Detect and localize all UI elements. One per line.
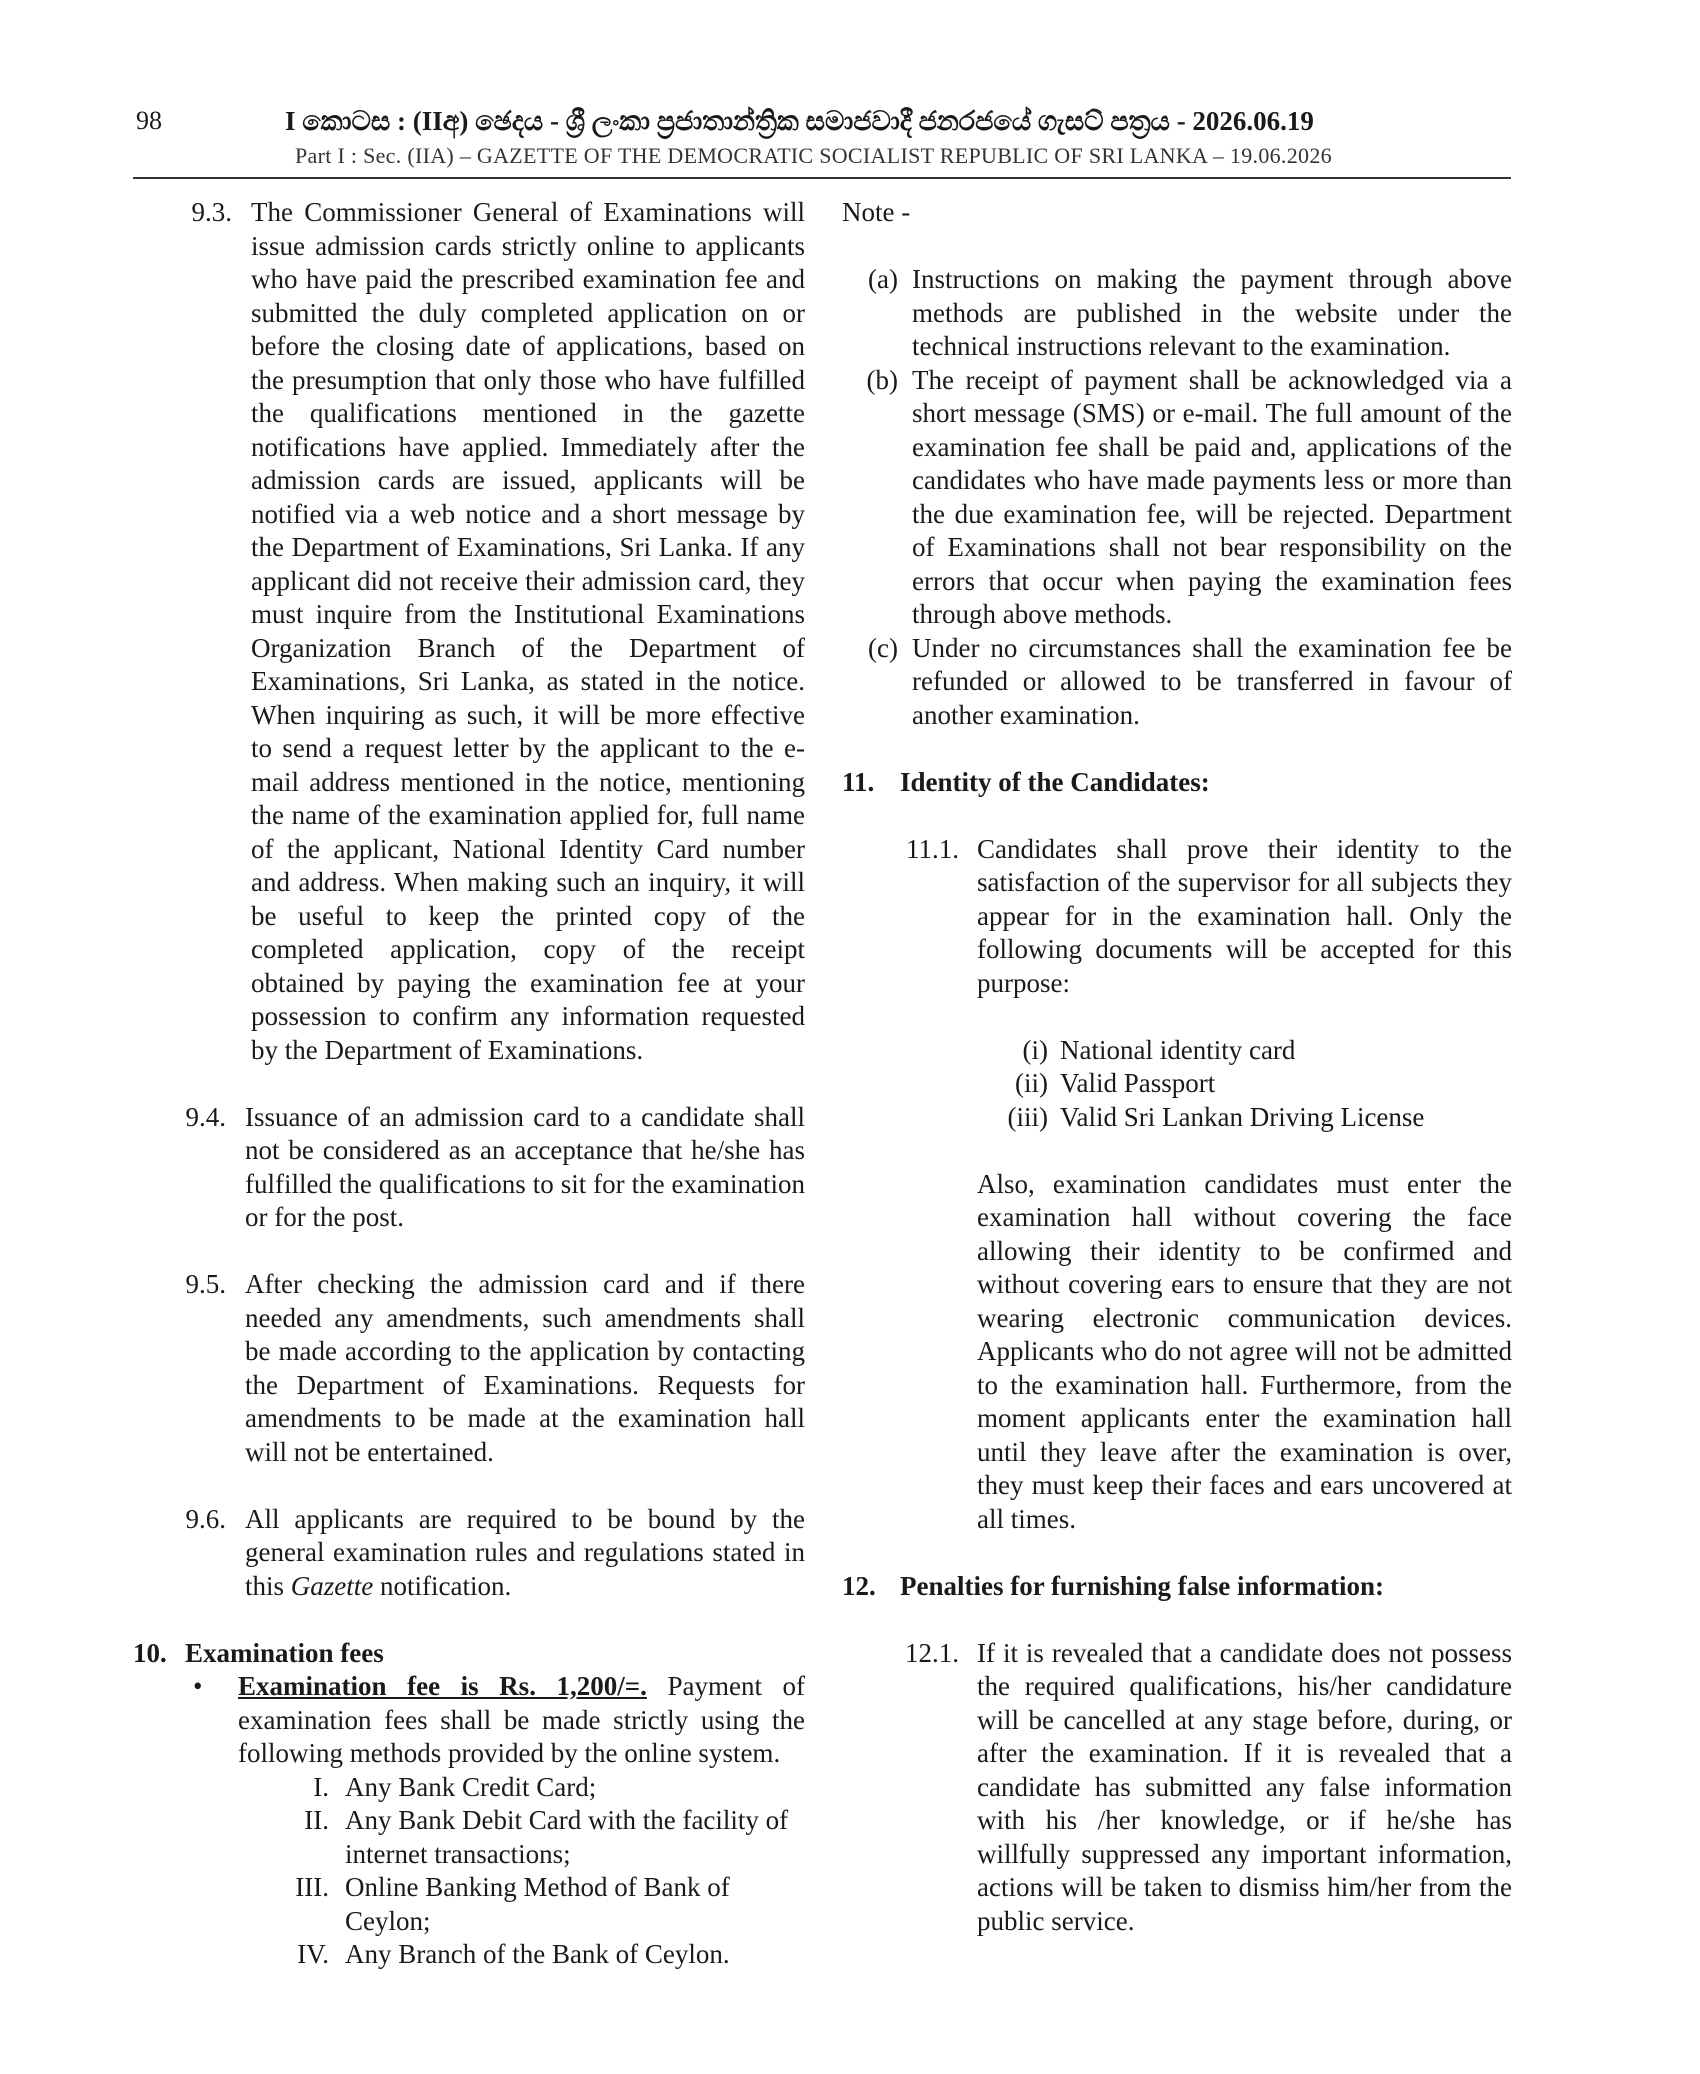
text-before: All applicants are required to be bound by the general examination rules and regulations stated in this	[245, 1503, 805, 1601]
section-text: Issuance of an admission card to a candidate shall not be considered as an acceptance that he/she has fulfilled the qualifications to sit for the examination or for the post.	[245, 1101, 805, 1232]
section-10-heading	[133, 1637, 805, 1671]
section-12-1	[842, 1637, 1512, 1939]
identity-documents-list	[842, 1034, 1512, 1135]
header-sinhala-date: - 2026.06.19	[1176, 106, 1314, 136]
list-item	[185, 1871, 805, 1938]
text-after: notification.	[380, 1570, 512, 1601]
note-text: Instructions on making the payment through above methods are published in the website under the technical instructions relevant to the examination.	[912, 264, 1512, 361]
list-item	[185, 1771, 805, 1805]
list-item	[842, 263, 1512, 364]
section-title: Penalties for furnishing false information:	[900, 1570, 1384, 1601]
page-number: 98	[136, 106, 162, 135]
list-item	[842, 632, 1512, 733]
method-text: Any Bank Debit Card with the facility of internet transactions;	[345, 1805, 789, 1869]
note-label: (a)	[868, 264, 898, 294]
header-title-sinhala	[285, 106, 1314, 138]
method-text: Any Bank Credit Card;	[345, 1771, 597, 1802]
section-9-6	[133, 1503, 805, 1604]
right-column	[842, 196, 1512, 1938]
list-item	[842, 1067, 1512, 1101]
doc-number: (iii)	[1007, 1101, 1048, 1132]
subsection-text: If it is revealed that a candidate does not possess the required qualifications, his/her candidature will be cancelled at any stage before, during, or after the examination. If it is revealed that a candidate has submitted any false information with his /her knowledge, or if he/she has willfully suppressed any important information, actions will be taken to dismiss him/her from the public service.	[977, 1637, 1512, 1936]
doc-number: (ii)	[1015, 1068, 1048, 1098]
method-text: Any Branch of the Bank of Ceylon.	[345, 1939, 730, 1969]
method-text: Online Banking Method of Bank of Ceylon;	[345, 1872, 730, 1936]
section-title: Identity of the Candidates:	[900, 766, 1210, 797]
note-text: Under no circumstances shall the examination fee be refunded or allowed to be transferred in favour of another examination.	[912, 632, 1512, 730]
list-item	[842, 364, 1512, 632]
note-title: Note -	[842, 197, 911, 227]
method-number: III.	[295, 1872, 329, 1902]
note-text: The receipt of payment shall be acknowledged via a short message (SMS) or e-mail. The full amount of the examination fee shall be paid and, applications of the candidates who have made payments less or more than the due examination fee, will be rejected. Department of Examinations shall not bear responsibility on the errors that occur when paying the examination fees through above methods.	[912, 364, 1512, 629]
gazette-italic: Gazette	[290, 1570, 374, 1601]
identity-rules-text: Also, examination candidates must enter the examination hall without covering the face allowing their identity to be confirmed and without covering ears to ensure that they are not wearing electronic communication devices. Applicants who do not agree will not be admitted to the examination hall. Furthermore, from the moment applicants enter the examination hall until they leave after the examination is over, they must keep their faces and ears uncovered at all times.	[977, 1168, 1512, 1534]
doc-text: Valid Sri Lankan Driving License	[1060, 1101, 1425, 1132]
list-item	[185, 1804, 805, 1871]
section-title: Examination fees	[185, 1637, 384, 1668]
section-text	[245, 1503, 805, 1604]
section-11-1	[842, 833, 1512, 1001]
section-number: 9.6.	[185, 1503, 226, 1534]
subsection-number: 12.1.	[905, 1637, 959, 1668]
subsection-text: Candidates shall prove their identity to the satisfaction of the supervisor for all subjects they appear for in the examination hall. Only the following documents will be accepted for this purpose:	[977, 833, 1512, 998]
section-11-heading	[842, 766, 1512, 800]
note-label: (c)	[868, 632, 898, 663]
doc-text: Valid Passport	[1060, 1068, 1216, 1098]
list-item	[842, 1034, 1512, 1068]
section-text: After checking the admission card and if there needed any amendments, such amendments shall be made according to the application by contacting the Department of Examinations. Requests for amendments to be made at the examination hall will not be entertained.	[245, 1269, 805, 1467]
fee-description: Payment of examination fees shall be made strictly using the following methods provided by the online system.	[238, 1671, 805, 1768]
method-number: II.	[304, 1805, 329, 1835]
section-number: 12.	[842, 1570, 876, 1601]
bullet-icon: •	[193, 1671, 203, 1701]
left-column	[133, 196, 805, 1972]
note-label: (b)	[866, 364, 898, 395]
page-header	[0, 0, 1700, 180]
header-sinhala-text: I කොටස : (IIඅ) ඡෙදය - ශ්‍රී ලංකා ප්‍රජාතාන්ත්‍රික සමාජවාදී ජනරජයේ ගැසට් පත්‍රය	[285, 106, 1170, 136]
doc-text: National identity card	[1060, 1034, 1296, 1065]
fee-amount: Examination fee is Rs. 1,200/=.	[238, 1671, 647, 1701]
subsection-number: 11.1.	[906, 833, 959, 864]
section-number: 9.3.	[191, 197, 232, 227]
section-number: 11.	[842, 766, 875, 797]
fee-text	[238, 1670, 805, 1771]
list-item	[185, 1938, 805, 1972]
method-number: IV.	[297, 1939, 329, 1969]
section-number: 10.	[133, 1637, 167, 1668]
examination-fees-block	[185, 1670, 805, 1972]
fee-bullet	[185, 1670, 805, 1771]
section-9-5	[133, 1268, 805, 1469]
section-number: 9.5.	[185, 1269, 226, 1299]
notes-list	[842, 263, 1512, 732]
list-item	[842, 1101, 1512, 1135]
section-text: The Commissioner General of Examinations will issue admission cards strictly online to applicants who have paid the prescribed examination fee and submitted the duly completed application on or before the closing date of applications, based on the presumption that only those who have fulfilled the qualifications mentioned in the gazette notifications have applied. Immediately after the admission cards are issued, applicants will be notified via a web notice and a short message by the Department of Examinations, Sri Lanka. If any applicant did not receive their admission card, they must inquire from the Institutional Examinations Organization Branch of the Department of Examinations, Sri Lanka, as stated in the notice. When inquiring as such, it will be more effective to send a request letter by the applicant to the e-mail address mentioned in the notice, mentioning the name of the examination applied for, full name of the applicant, National Identity Card number and address. When making such an inquiry, it will be useful to keep the printed copy of the completed application, copy of the receipt obtained by paying the examination fee at your possession to confirm any information requested by the Department of Examinations.	[251, 197, 805, 1065]
section-9-3	[133, 196, 805, 1067]
section-number: 9.4.	[185, 1101, 226, 1132]
section-12-heading	[842, 1570, 1512, 1604]
header-title-english: Part I : Sec. (IIA) – GAZETTE OF THE DEMOCRATIC SOCIALIST REPUBLIC OF SRI LANKA – 19.06.2026	[295, 143, 1332, 168]
method-number: I.	[313, 1771, 329, 1802]
header-divider	[133, 177, 1511, 179]
section-9-4	[133, 1101, 805, 1235]
doc-number: (i)	[1022, 1034, 1048, 1065]
payment-methods-list	[185, 1771, 805, 1972]
